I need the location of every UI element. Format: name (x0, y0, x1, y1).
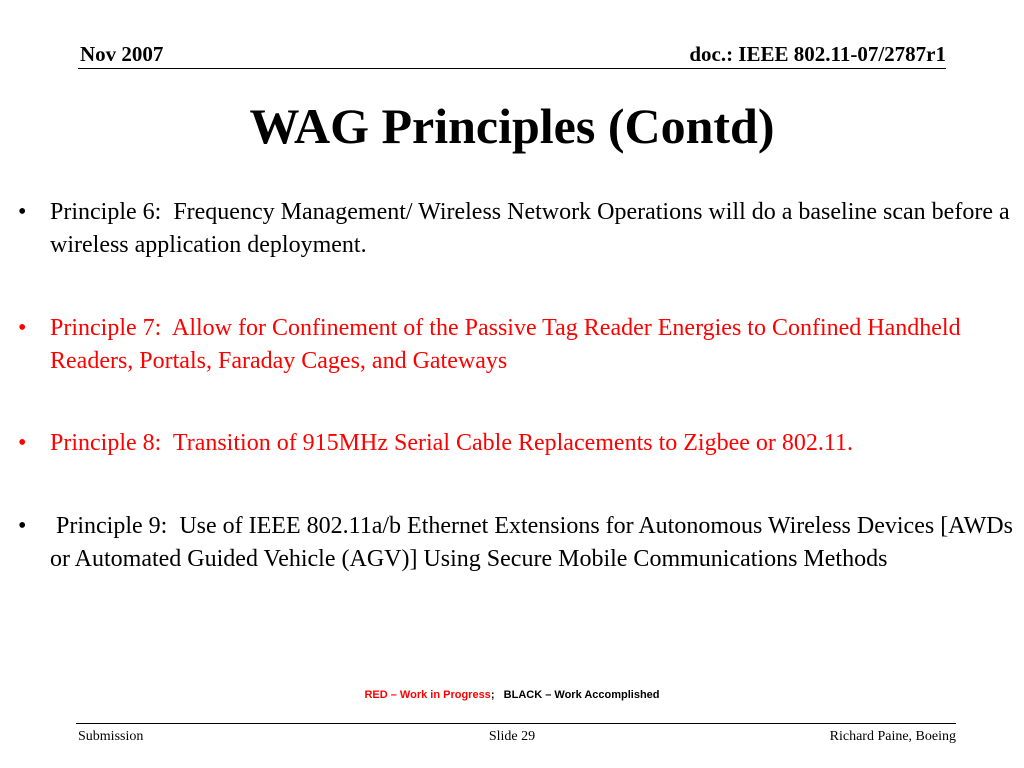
bullet-marker: • (18, 199, 27, 225)
footer-author: Richard Paine, Boeing (829, 729, 956, 744)
bullet-principle-9 (14, 510, 1019, 576)
bullet-principle-8 (14, 427, 1014, 460)
footer-slide-number: Slide 29 (488, 729, 536, 744)
status-legend (0, 688, 1024, 702)
bullet-marker: • (18, 430, 27, 456)
footer-divider (76, 723, 956, 724)
legend-separator: ; (490, 689, 504, 701)
bullet-text: Principle 7: Allow for Confinement of the Passive Tag Reader Energies to Confined Handheld Readers, Portals, Faraday Cages, and Gateways (50, 315, 967, 374)
bullet-text: Principle 6: Frequency Management/ Wireless Network Operations will do a baseline scan before a wireless application deployment. (50, 199, 1016, 258)
header-divider (78, 68, 946, 69)
slide-title: WAG Principles (Contd) (249, 98, 775, 154)
legend-red-label: RED – Work in Progress (364, 689, 491, 701)
bullet-text: Principle 9: Use of IEEE 802.11a/b Ethernet Extensions for Autonomous Wireless Devices [AWDs or Automated Guided Vehicle (AGV)] Using Secure Mobile Communications Methods (50, 513, 1019, 572)
legend-black-label: BLACK – Work Accomplished (503, 689, 660, 701)
header-date: Nov 2007 (80, 42, 164, 66)
header-doc-id: doc.: IEEE 802.11-07/2787r1 (689, 42, 946, 66)
bullet-marker: • (18, 513, 27, 539)
bullet-principle-6 (14, 196, 1014, 262)
bullet-list (14, 196, 1019, 576)
footer-submission: Submission (78, 729, 144, 744)
bullet-text: Principle 8: Transition of 915MHz Serial Cable Replacements to Zigbee or 802.11. (50, 430, 853, 456)
bullet-principle-7 (14, 312, 1014, 378)
bullet-marker: • (18, 315, 27, 341)
